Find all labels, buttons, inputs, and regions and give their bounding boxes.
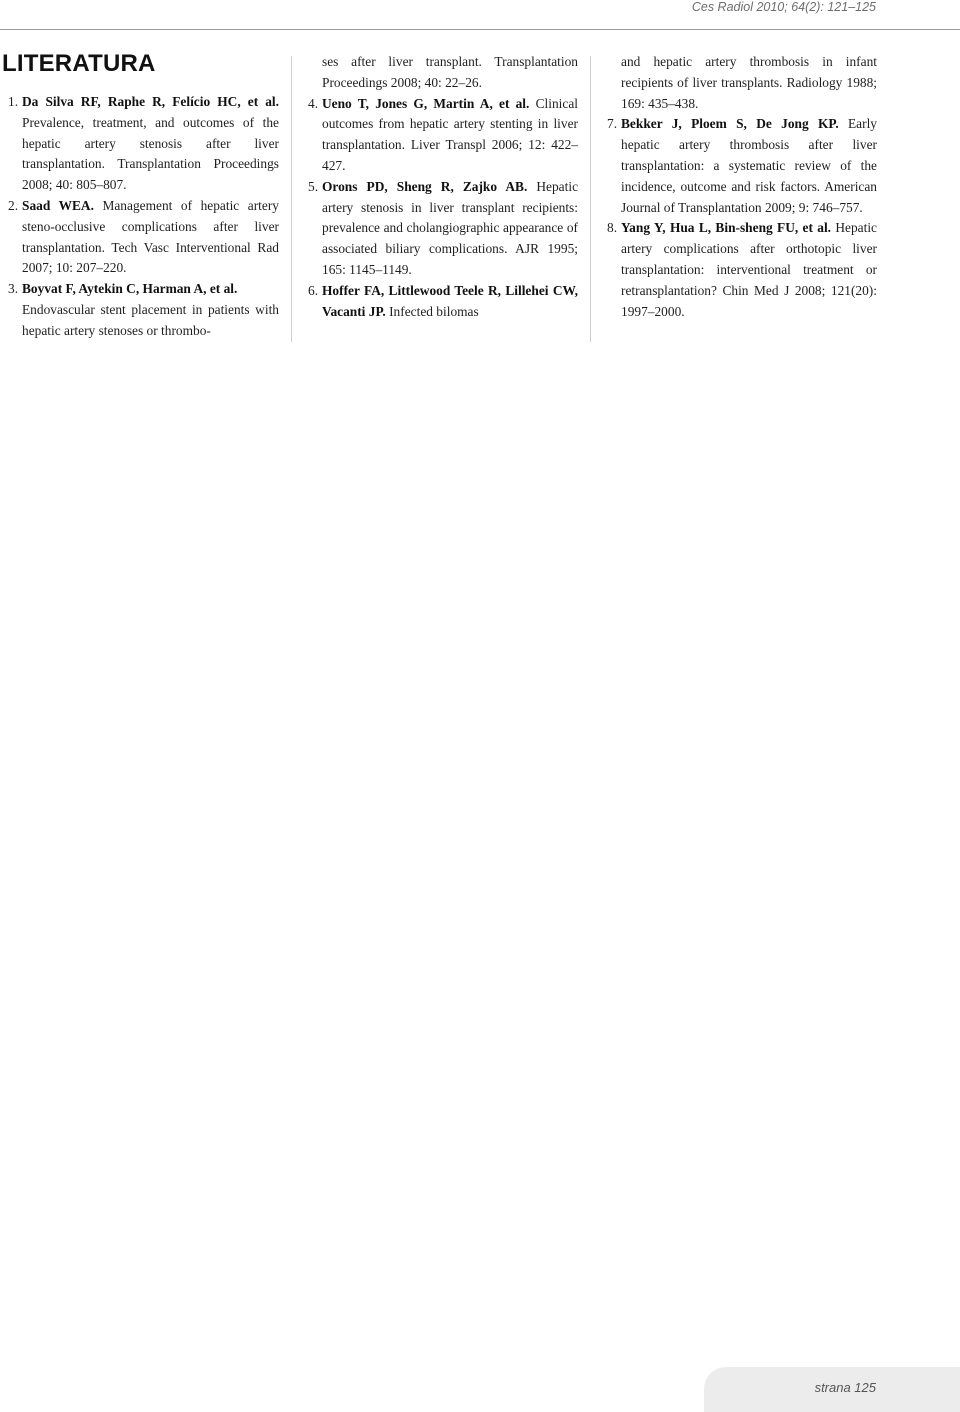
page-number: strana 125: [814, 1380, 876, 1395]
reference-number: 4.: [308, 95, 319, 111]
reference-4: [301, 94, 578, 177]
reference-text: Hepatic artery complications after orthotopic liver transplantation: interventional treatment or retransplantation? Chin Med J 2008; 121(20): 1997–2000.: [621, 220, 877, 319]
reference-text: Management of hepatic artery steno-occlusive complications after liver transplantation. Tech Vasc Interventional Rad 2007; 10: 207–220.: [22, 197, 279, 276]
reference-authors: Saad WEA.: [22, 197, 94, 213]
reference-authors: Ueno T, Jones G, Martin A, et al.: [322, 95, 530, 111]
column-divider: [291, 56, 292, 342]
reference-column-1: [1, 92, 279, 342]
reference-authors: Yang Y, Hua L, Bin-sheng FU, et al.: [621, 220, 832, 236]
reference-text: Clinical outcomes from hepatic artery stenting in liver transplantation. Liver Transpl 2006; 12: 422–427.: [322, 95, 578, 173]
reference-3: [1, 279, 279, 300]
reference-1: [1, 92, 279, 196]
reference-text: Hepatic artery stenosis in liver transplant recipients: prevalence and cholangiographic appearance of associated biliary complications. AJR 1995; 165: 1145–1149.: [322, 178, 579, 277]
running-head: [0, 0, 960, 30]
reference-7: [600, 114, 877, 218]
reference-6: [301, 281, 578, 323]
reference-authors: Boyvat F, Aytekin C, Harman A, et al.: [22, 281, 238, 297]
reference-number: 8.: [607, 220, 618, 236]
reference-authors: Hoffer FA, Littlewood Teele R, Lillehei CW, Vacanti JP.: [322, 282, 578, 319]
reference-number: 2.: [8, 197, 19, 213]
journal-citation: Ces Radiol 2010; 64(2): 121–125: [691, 0, 876, 14]
reference-5: [301, 177, 578, 281]
section-heading: LITERATURA: [2, 50, 156, 77]
page-number-tab: [704, 1367, 960, 1412]
reference-text: Infected bilomas: [385, 303, 479, 319]
reference-number: 5.: [308, 178, 319, 194]
reference-column-2: [301, 52, 578, 322]
reference-number: 1.: [8, 94, 19, 109]
reference-2: [1, 196, 279, 279]
reference-3-text: Endovascular stent placement in patients with hepatic artery stenoses or thrombo-: [22, 301, 279, 338]
reference-text: Prevalence, treatment, and outcomes of the hepatic artery stenosis after liver transplantation. Transplantation Proceedings 2008; 40: 805–807.: [22, 114, 279, 193]
reference-authors: Bekker J, Ploem S, De Jong KP.: [621, 116, 839, 132]
reference-text: Early hepatic artery thrombosis after liver transplantation: a systematic review of the incidence, outcome and risk factors. American Journal of Transplantation 2009; 9: 746–757.: [621, 116, 877, 215]
column-divider: [590, 56, 591, 342]
reference-number: 6.: [308, 282, 319, 298]
reference-number: 7.: [607, 116, 618, 132]
reference-authors: Orons PD, Sheng R, Zajko AB.: [322, 178, 528, 194]
reference-authors: Da Silva RF, Raphe R, Felício HC, et al.: [22, 94, 279, 109]
reference-3-continued: ses after liver transplant. Transplantation Proceedings 2008; 40: 22–26.: [322, 54, 578, 90]
reference-6-continued: and hepatic artery thrombosis in infant recipients of liver transplants. Radiology 1988; 169: 435–438.: [621, 54, 877, 111]
reference-number: 3.: [8, 281, 19, 297]
reference-8: [600, 218, 877, 322]
reference-column-3: [600, 52, 877, 322]
